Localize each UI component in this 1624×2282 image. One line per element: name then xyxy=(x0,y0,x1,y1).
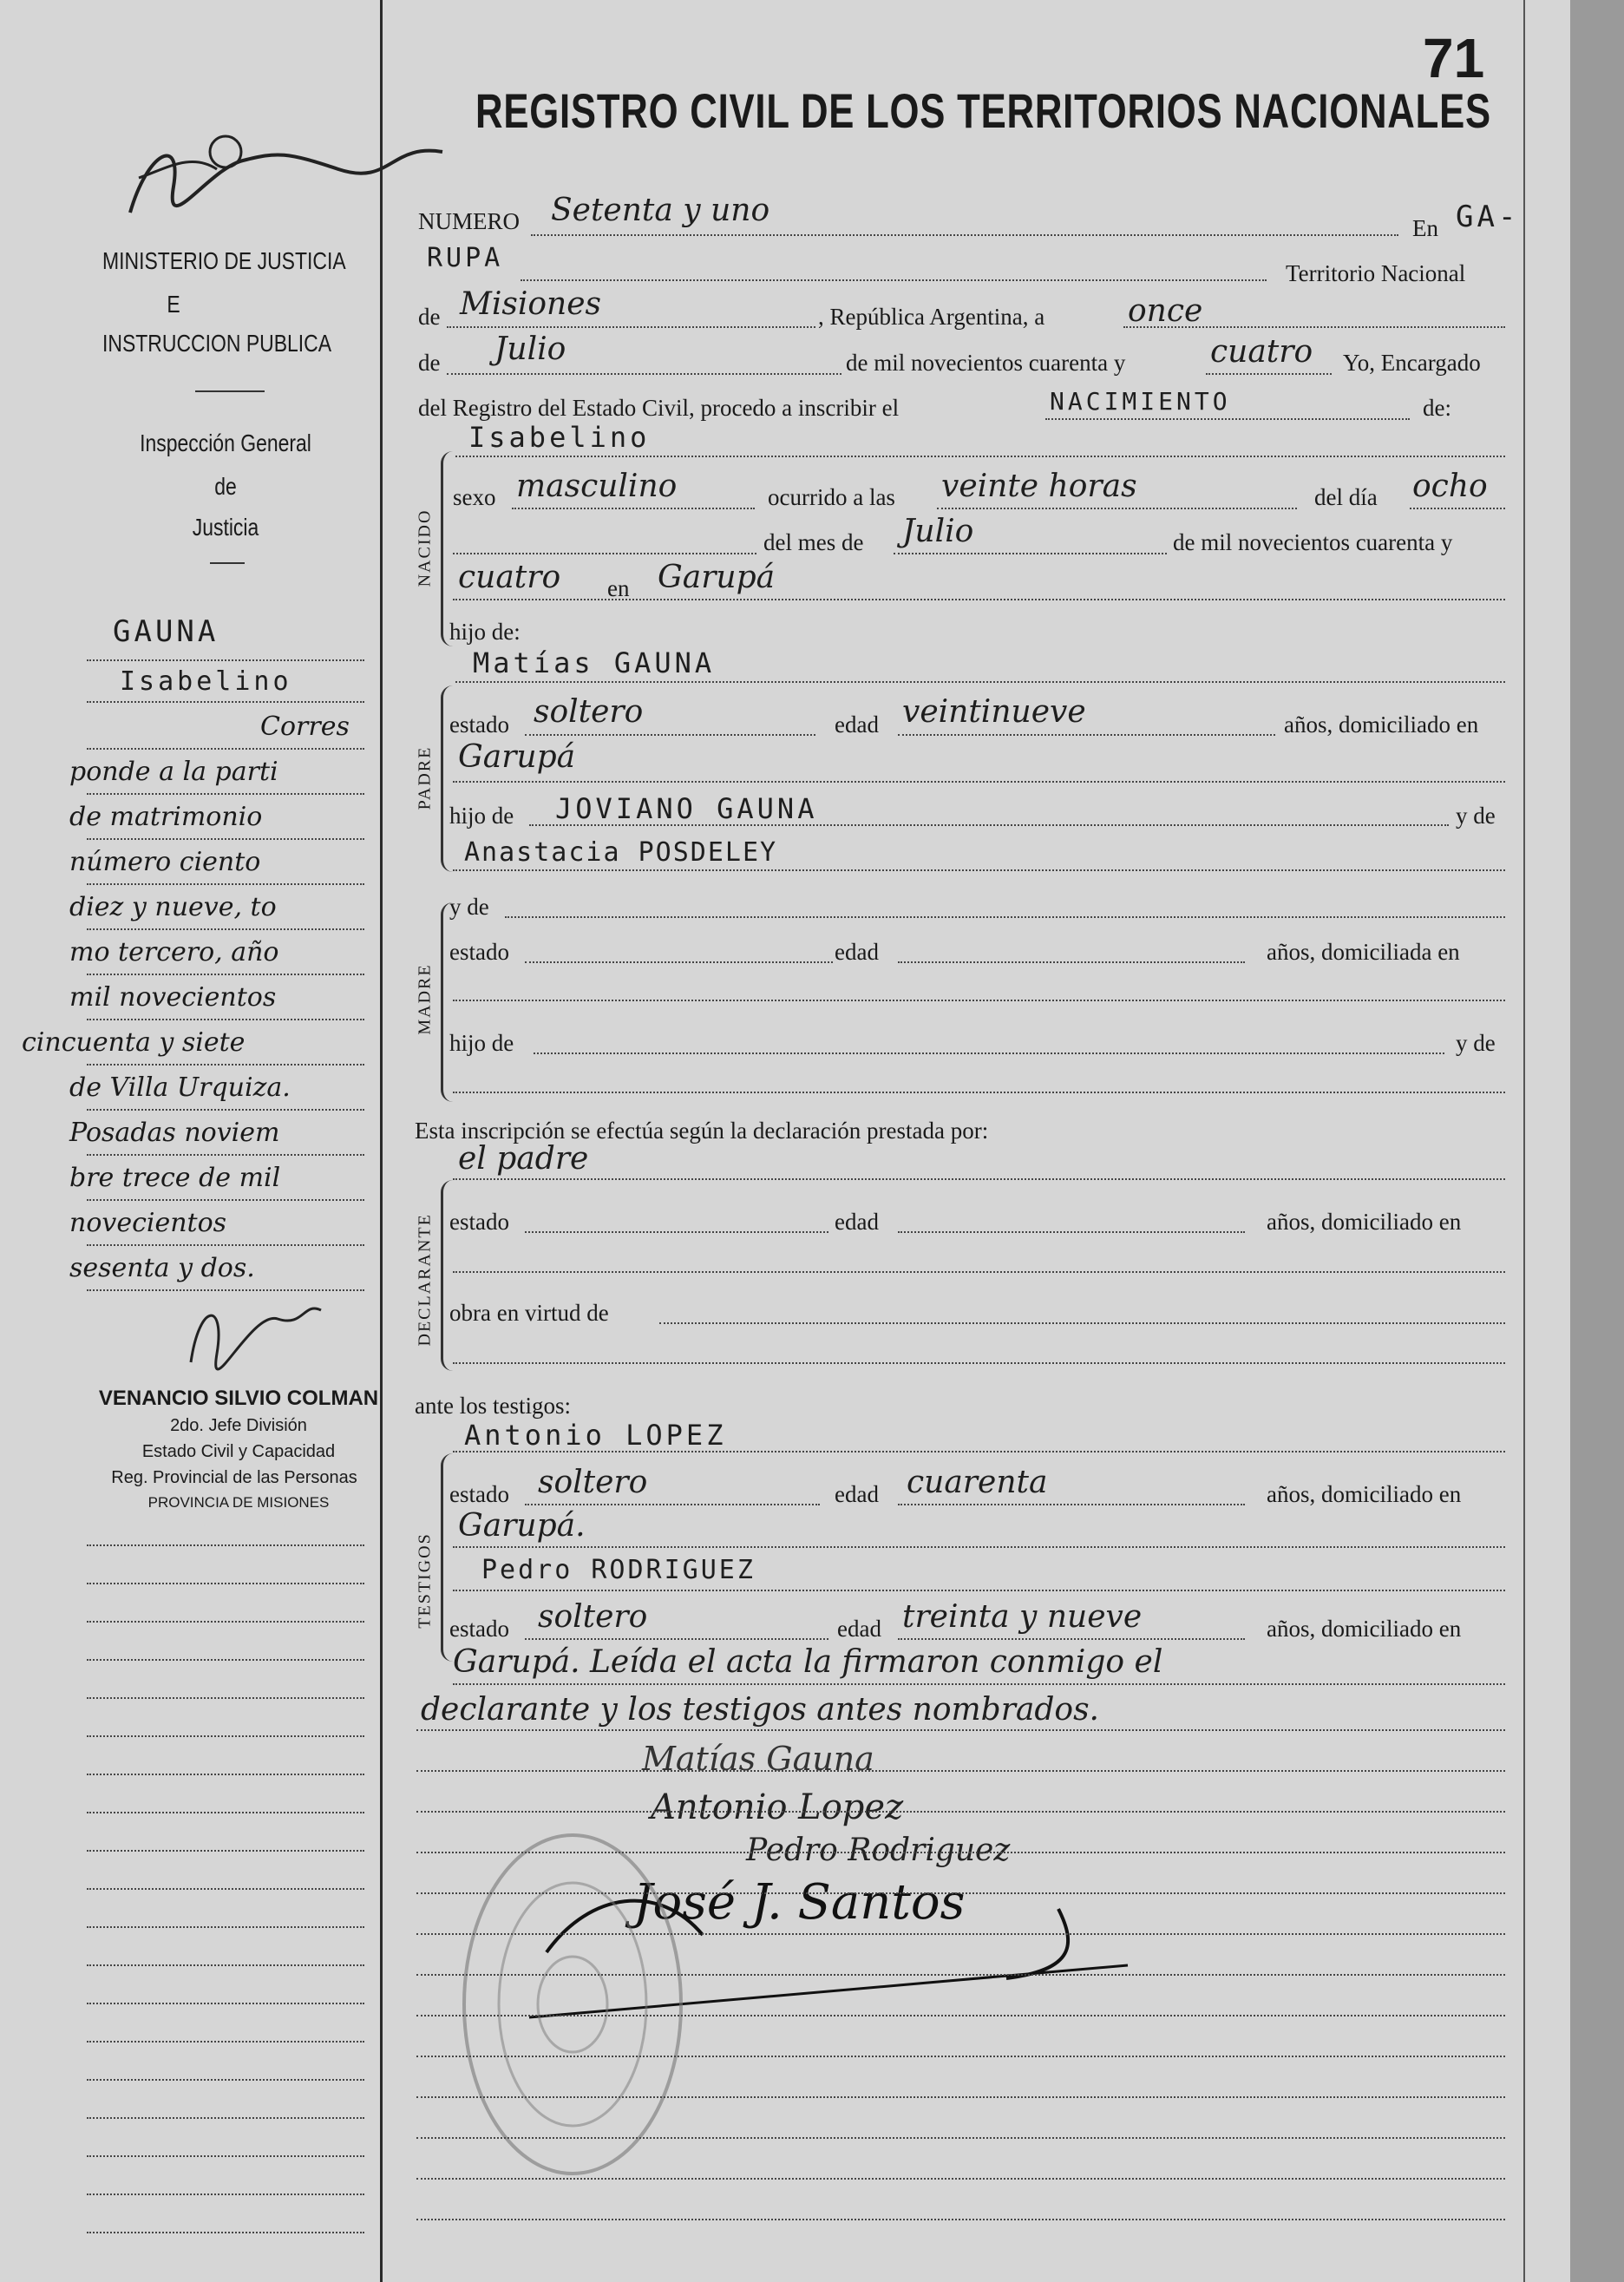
margin-note-line: ponde a la parti xyxy=(69,757,278,787)
label-anos-domiciliado: años, domiciliado en xyxy=(1267,1616,1462,1642)
value-declarante: el padre xyxy=(458,1141,589,1177)
label-del-dia: del día xyxy=(1314,484,1378,510)
label-ante-testigos: ante los testigos: xyxy=(415,1393,571,1419)
value-testigo2: Pedro RODRIGUEZ xyxy=(481,1555,756,1585)
label-anos-domiciliada: años, domiciliada en xyxy=(1267,939,1460,965)
value-sexo: masculino xyxy=(516,469,678,504)
official-role: Estado Civil y Capacidad xyxy=(141,1442,336,1461)
value-dia: once xyxy=(1128,293,1203,329)
signature-testigo2: Pedro Rodriguez xyxy=(746,1833,1011,1868)
label-mil-novecientos: de mil novecientos cuarenta y xyxy=(846,350,1126,376)
official-role: PROVINCIA DE MISIONES xyxy=(147,1494,330,1511)
label-anos-domiciliado: años, domiciliado en xyxy=(1267,1481,1462,1507)
value-padre-estado: soltero xyxy=(534,694,644,730)
value-acto: NACIMIENTO xyxy=(1050,387,1231,416)
label-hijo-de: hijo de: xyxy=(449,619,521,645)
inspeccion-line3: Justicia xyxy=(192,514,259,541)
label-numero: NUMERO xyxy=(418,208,521,234)
signature-padre: Matías Gauna xyxy=(642,1740,874,1778)
label-anos-domiciliado: años, domiciliado en xyxy=(1284,711,1479,738)
value-dia-nac: ocho xyxy=(1412,469,1488,504)
side-label-testigos: TESTIGOS xyxy=(415,1532,435,1629)
label-estado: estado xyxy=(449,1209,509,1235)
value-padre-edad: veintinueve xyxy=(902,694,1086,730)
label-de-colon: de: xyxy=(1423,395,1451,421)
margin-name: Isabelino xyxy=(120,666,292,697)
label-ocurrido: ocurrido a las xyxy=(768,484,895,510)
inspeccion-line1: Inspección General xyxy=(140,430,311,456)
margin-note-line: bre trece de mil xyxy=(69,1163,281,1193)
value-nombre: Isabelino xyxy=(468,421,651,454)
label-anos-domiciliado: años, domiciliado en xyxy=(1267,1209,1462,1235)
value-en-place2: RUPA xyxy=(427,243,504,273)
brace xyxy=(441,451,455,646)
side-label-nacido: NACIDO xyxy=(415,508,435,587)
label-edad: edad xyxy=(835,939,879,965)
official-role: Reg. Provincial de las Personas xyxy=(111,1468,357,1487)
margin-surname: GAUNA xyxy=(113,614,219,649)
side-label-declarante: DECLARANTE xyxy=(415,1213,435,1347)
label-en: en xyxy=(607,575,630,601)
label-edad: edad xyxy=(835,1481,879,1507)
label-estado: estado xyxy=(449,939,509,965)
book-edge xyxy=(1570,0,1624,2282)
value-testigo2-dom: Garupá. Leída el acta la firmaron conmigo el xyxy=(453,1644,1163,1680)
margin-note-line: diez y nueve, to xyxy=(69,892,277,922)
value-padre-y-de: Anastacia POSDELEY xyxy=(464,837,778,868)
official-seal xyxy=(451,1822,694,2187)
margin-note-line: novecientos xyxy=(69,1208,227,1238)
margin-note-line: Corres xyxy=(260,711,350,742)
value-cierre: declarante y los testigos antes nombrados. xyxy=(421,1692,1099,1728)
label-sexo: sexo xyxy=(453,484,496,510)
value-padre-nombre: Matías GAUNA xyxy=(473,646,716,679)
value-testigo2-estado: soltero xyxy=(538,1599,648,1635)
ministry-line2: E xyxy=(167,291,180,318)
value-en-place1: GA- xyxy=(1456,200,1520,234)
side-label-madre: MADRE xyxy=(415,963,435,1035)
margin-note-line: de matrimonio xyxy=(69,802,263,832)
ministry-line3: INSTRUCCION PUBLICA xyxy=(102,330,332,357)
margin-note-line: cincuenta y siete xyxy=(22,1027,246,1058)
label-de: de xyxy=(418,350,441,376)
label-y-de: y de xyxy=(1456,1030,1496,1056)
column-divider xyxy=(380,0,383,2282)
label-edad: edad xyxy=(837,1616,881,1642)
label-yo-encargado: Yo, Encargado xyxy=(1343,350,1481,376)
inspeccion-line2: de xyxy=(214,473,237,500)
label-declaracion: Esta inscripción se efectúa según la declaración prestada por: xyxy=(415,1118,989,1144)
value-padre-dom: Garupá xyxy=(458,739,576,775)
label-mil-novecientos-nac: de mil novecientos cuarenta y xyxy=(1173,529,1453,555)
value-mes-nac: Julio xyxy=(902,514,974,549)
margin-note-line: Posadas noviem xyxy=(69,1118,280,1148)
label-y-de: y de xyxy=(449,894,489,920)
label-estado: estado xyxy=(449,711,509,738)
label-obra-virtud: obra en virtud de xyxy=(449,1300,609,1326)
value-testigo1: Antonio LOPEZ xyxy=(464,1419,727,1452)
value-mes: Julio xyxy=(494,331,566,367)
signature-encargado: José J. Santos xyxy=(633,1874,966,1931)
official-name: VENANCIO SILVIO COLMAN xyxy=(98,1387,379,1410)
margin-note-line: sesenta y dos. xyxy=(69,1253,255,1283)
value-anio-nac: cuatro xyxy=(458,560,561,595)
label-del-mes: del mes de xyxy=(763,529,864,555)
label-y-de: y de xyxy=(1456,803,1496,829)
value-testigo1-estado: soltero xyxy=(538,1465,648,1500)
value-territorio: Misiones xyxy=(460,286,602,322)
value-lugar-nac: Garupá xyxy=(658,560,776,595)
signature-testigo1: Antonio Lopez xyxy=(651,1787,904,1827)
value-testigo2-edad: treinta y nueve xyxy=(902,1599,1143,1635)
official-role: 2do. Jefe División xyxy=(170,1416,307,1435)
margin-note-line: mil novecientos xyxy=(69,982,277,1013)
margin-note-line: mo tercero, año xyxy=(69,937,279,967)
label-hijo-de: hijo de xyxy=(449,1030,514,1056)
value-anio: cuatro xyxy=(1210,334,1313,370)
value-testigo1-dom: Garupá. xyxy=(458,1508,586,1544)
label-estado: estado xyxy=(449,1481,509,1507)
ministry-line1: MINISTERIO DE JUSTICIA xyxy=(102,247,346,274)
label-del-registro: del Registro del Estado Civil, procedo a inscribir el xyxy=(418,395,900,421)
page-number: 71 xyxy=(1423,27,1485,89)
value-padre-hijo-de: JOVIANO GAUNA xyxy=(555,792,818,825)
right-border xyxy=(1523,0,1525,2282)
margin-signature xyxy=(174,1284,330,1380)
label-de: de xyxy=(418,304,441,330)
label-territorio: Territorio Nacional xyxy=(1286,260,1466,286)
value-numero: Setenta y uno xyxy=(551,193,770,228)
side-label-padre: PADRE xyxy=(415,745,435,810)
value-hora: veinte horas xyxy=(941,469,1137,504)
divider xyxy=(210,562,245,564)
value-testigo1-edad: cuarenta xyxy=(907,1465,1048,1500)
brace xyxy=(441,902,455,1102)
label-republica: , República Argentina, a xyxy=(818,304,1045,330)
margin-note-line: número ciento xyxy=(69,847,261,877)
document-title: REGISTRO CIVIL DE LOS TERRITORIOS NACIONALES xyxy=(475,83,1491,138)
margin-note-line: de Villa Urquiza. xyxy=(69,1072,291,1103)
label-en: En xyxy=(1412,215,1438,241)
label-hijo-de: hijo de xyxy=(449,803,514,829)
label-edad: edad xyxy=(835,1209,879,1235)
label-edad: edad xyxy=(835,711,879,738)
label-estado: estado xyxy=(449,1616,509,1642)
divider xyxy=(195,390,265,392)
